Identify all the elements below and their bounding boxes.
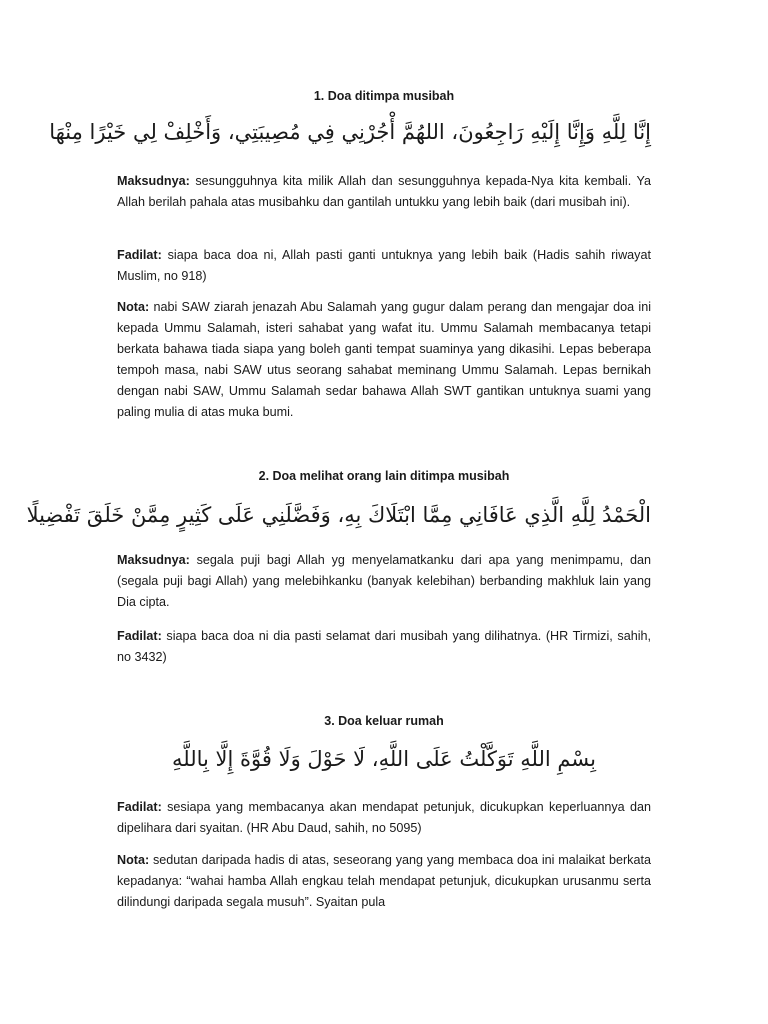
fadilat-paragraph-1 [117, 245, 651, 287]
arabic-prayer-1: إِنَّا لِلَّهِ وَإِنَّا إِلَيْهِ رَاجِعُونَ، اللهُمَّ أْجُرْنِي فِي مُصِيبَتِي، وَأَخْلِفْ لِي خَيْرًا مِنْهَا [49, 120, 651, 144]
nota-text: nabi SAW ziarah jenazah Abu Salamah yang gugur dalam perang dan mengajar doa ini kepada Ummu Salamah, isteri sahabat yang wafat itu. Ummu Salamah membacanya tetapi berkata bahawa tiada siapa yang boleh ganti tempat suaminya yang dikasihi. Lepas beberapa tempoh masa, nabi SAW utus seorang sahabat meminang Ummu Salamah. Lepas bernikah dengan nabi SAW, Ummu Salamah sedar bahawa Allah SWT gantikan untuknya suami yang paling mulia di atas muka bumi. [117, 300, 651, 419]
fadilat-text: siapa baca doa ni dia pasti selamat dari musibah yang dilihatnya. (HR Tirmizi, sahih, no 3432) [117, 629, 651, 664]
fadilat-paragraph-3 [117, 797, 651, 839]
nota-label: Nota: [117, 853, 150, 867]
section-title-1: 1. Doa ditimpa musibah [313, 89, 455, 103]
fadilat-label: Fadilat: [117, 248, 162, 262]
fadilat-paragraph-2 [117, 626, 651, 668]
maksudnya-label: Maksudnya: [117, 174, 190, 188]
fadilat-label: Fadilat: [117, 800, 162, 814]
arabic-prayer-2: الْحَمْدُ لِلَّهِ الَّذِي عَافَانِي مِمَّا ابْتَلَاكَ بِهِ، وَفَضَّلَنِي عَلَى كَثِيرٍ مِمَّنْ خَلَقَ تَفْضِيلًا [26, 503, 651, 527]
nota-paragraph-3 [117, 850, 651, 913]
arabic-prayer-3: بِسْمِ اللَّهِ تَوَكَّلْتُ عَلَى اللَّهِ، لَا حَوْلَ وَلَا قُوَّةَ إِلَّا بِاللَّهِ [172, 747, 596, 771]
fadilat-label: Fadilat: [117, 629, 162, 643]
section-title-2: 2. Doa melihat orang lain ditimpa musibah [258, 469, 510, 483]
fadilat-text: sesiapa yang membacanya akan mendapat petunjuk, dicukupkan keperluannya dan dipelihara dari syaitan. (HR Abu Daud, sahih, no 5095) [117, 800, 651, 835]
fadilat-text: siapa baca doa ni, Allah pasti ganti untuknya yang lebih baik (Hadis sahih riwayat Muslim, no 918) [117, 248, 651, 283]
nota-paragraph-1 [117, 297, 651, 423]
maksudnya-text: segala puji bagi Allah yg menyelamatkanku dari apa yang menimpamu, dan (segala puji bagi Allah) yang melebihkanku (banyak kelebihan) berbanding makhluk lain yang Dia cipta. [117, 553, 651, 609]
maksudnya-paragraph-2 [117, 550, 651, 613]
nota-label: Nota: [117, 300, 150, 314]
maksudnya-text: sesungguhnya kita milik Allah dan sesungguhnya kepada-Nya kita kembali. Ya Allah berilah pahala atas musibahku dan gantilah untukku yang lebih baik (dari musibah ini). [117, 174, 651, 209]
maksudnya-paragraph-1 [117, 171, 651, 213]
nota-text: sedutan daripada hadis di atas, seseorang yang yang membaca doa ini malaikat berkata kepadanya: “wahai hamba Allah engkau telah mendapat petunjuk, dicukupkan urusanmu serta dilindungi daripada segala musuh”. Syaitan pula [117, 853, 651, 909]
maksudnya-label: Maksudnya: [117, 553, 190, 567]
section-title-3: 3. Doa keluar rumah [324, 714, 444, 728]
